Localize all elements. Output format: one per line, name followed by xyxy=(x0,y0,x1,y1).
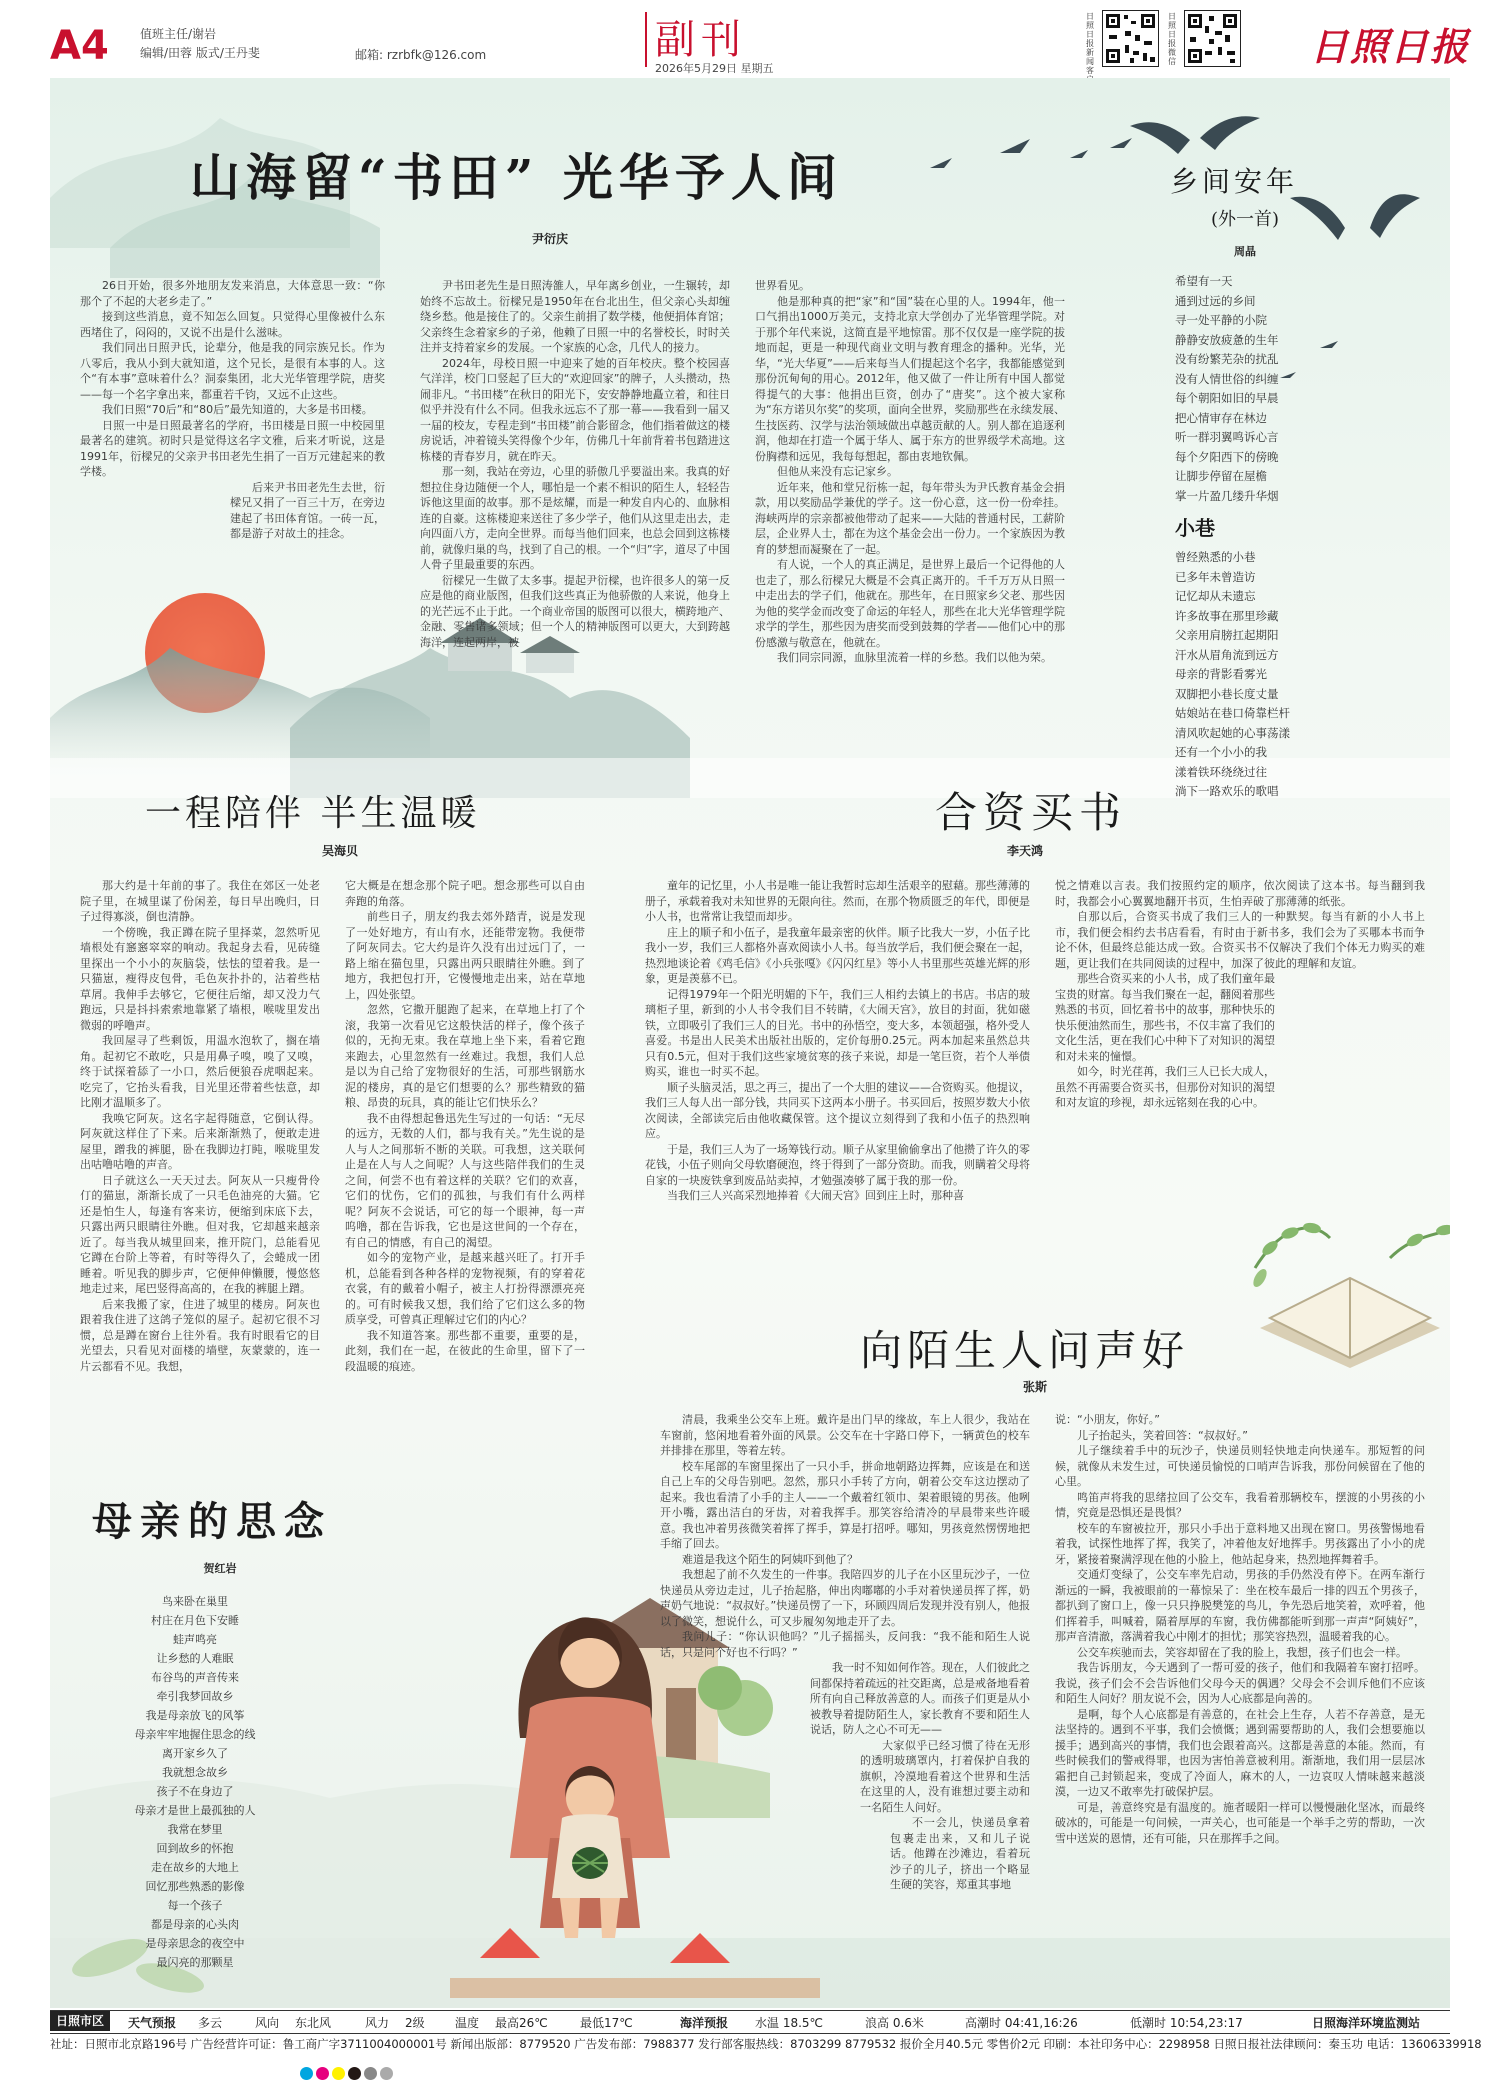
paragraph: 尹书田老先生是日照涛雒人，早年离乡创业，一生辗转，却始终不忘故土。衍樑兄是1950年在台北出生，但父亲心头却缠绕乡愁。他是接住了的。父亲生前捐了数学楼，他便捐体育馆；父亲终生念着家乡的子弟，他赖了日照一中的名誉校长，时时关注并支持着家乡的发展。一个家族的心念，几代人的接力。 xyxy=(420,279,730,354)
paragraph: 儿子继续着手中的玩沙子，快递员则轻快地走向快递车。那短暂的问候，就像从未发生过，可快递员愉悦的口哨声告诉我，那份问候留在了他的心里。 xyxy=(1055,1444,1425,1488)
low-tide: 低潮时 10:54,23:17 xyxy=(1130,2016,1243,2030)
paragraph: 2024年，母校日照一中迎来了她的百年校庆。整个校园喜气洋洋，校门口竖起了巨大的“欢迎回家”的牌子，人头攒动，热闹非凡。“书田楼”在秋日的阳光下，安安静静地矗立着，和往日似乎并没有什么不同。但我永远忘不了那一幕——我看到一届又一届的校友，专程走到“书田楼”前合影留念，他们指着做这的楼房说话，冲着镜头笑得像个少年，仿佛几十年前背着书包踏进这栋楼的青春岁月，就在昨天。 xyxy=(420,356,730,463)
paragraph: 我们同宗同源，血脉里流着一样的乡愁。我们以他为荣。 xyxy=(777,651,1052,664)
qr-code-icon[interactable] xyxy=(1184,10,1241,67)
article3-column-2 xyxy=(1055,878,1425,1111)
temperature-high: 最高26℃ xyxy=(495,2016,548,2030)
poem-line: 掌一片盈几缕升华烟 xyxy=(1175,488,1279,503)
poem1-subtitle: (外一首) xyxy=(1210,209,1280,230)
article4-column-1 xyxy=(660,1412,1030,1893)
temperature-label: 温度 xyxy=(455,2016,480,2030)
poem-line: 每个朝阳如旧的早晨 xyxy=(1175,391,1279,405)
poem-line: 漾着铁环绕绕过往 xyxy=(1175,764,1267,779)
paragraph: 日照一中是日照最著名的学府，书田楼是日照一中校园里最著名的建筑。初时只是觉得这名字文雅，后来才听说，这是1991年，衍樑兄的父亲尹书田老先生捐了一百万元建起来的教学楼。 xyxy=(80,418,385,478)
poem-line: 许多故事在那里珍藏 xyxy=(1175,608,1279,623)
poem-line: 已多年未曾造访 xyxy=(1175,569,1256,584)
paragraph: 校车的车窗被拉开，那只小手出于意料地又出现在窗口。男孩警惕地看着我，试探性地挥了挥，我笑了，冲着他友好地挥手。男孩露出了小小的虎牙，紧接着聚满浮现在他的小脸上，他站起身来，热烈地挥舞着手。 xyxy=(1055,1521,1425,1566)
paragraph: 后来尹书田老先生去世，衍樑兄又捐了一百三十万，在旁边建起了书田体育馆。一砖一瓦，都是游子对故土的挂念。 xyxy=(230,480,385,540)
paragraph: 自那以后，合资买书成了我们三人的一种默契。每当有新的小人书上市，我们便会相约去书店看看，有时由于新书多，我们会为了买哪本书而争论不休，但最终总能达成一致。合资买书不仅解决了我们个体无力购买的难题，更让我们在共同阅读的过程中，加深了彼此的理解和友谊。 xyxy=(1055,910,1425,970)
poem-line: 回到故乡的怀抱 xyxy=(156,1842,234,1855)
paragraph: 如今的宠物产业，是越来越兴旺了。打开手机，总能看到各种各样的宠物视频，有的穿着花衣裳，有的戴着小帽子，被主人打扮得漂漂亮亮的。可有时候我又想，我们给了它们这么多的物质享受，可曾真正理解过它们的内心？ xyxy=(345,1251,585,1326)
paragraph: 我们日照“70后”和“80后”最先知道的，大多是书田楼。 xyxy=(102,403,373,416)
poem-line: 姑娘站在巷口倚靠栏杆 xyxy=(1175,706,1290,720)
poem-line: 静静安放疲惫的生年 xyxy=(1175,332,1279,347)
wind-force-value: 2级 xyxy=(405,2016,425,2030)
poem-line: 母亲的背影看雾光 xyxy=(1175,667,1267,681)
paragraph: 不一会儿，快递员拿着包裹走出来，又和儿子说话。他蹲在沙滩边，看着玩沙子的儿子，挤出一个略显生硬的笑容，郑重其事地 xyxy=(890,1816,1030,1891)
registration-dot xyxy=(364,2067,377,2080)
article1-column-1 xyxy=(80,278,385,542)
paragraph: 那大约是十年前的事了。我住在郊区一处老院子里，在城里谋了份闲差，每日早出晚归，日子过得寡淡，倒也清静。 xyxy=(80,879,320,923)
paragraph: 接到这些消息，竟不知怎么回复。只觉得心里像被什么东西堵住了，闷闷的，又说不出是什么滋味。 xyxy=(80,310,385,339)
print-color-bar xyxy=(300,2065,396,2081)
poem-line: 是母亲思念的夜空中 xyxy=(145,1937,245,1950)
paragraph: 顺子头脑灵活，思之再三，提出了一个大胆的建议——合资购买。他提议，我们三人每人出一部分钱，共同买下这两本小册子。书买回后，按照岁数大小依次阅读，全部读完后由他收藏保管。这个提议立刻得到了我和小伍子的热烈响应。 xyxy=(645,1080,1030,1140)
paragraph: 那一刻，我站在旁边，心里的骄傲几乎要溢出来。我真的好想拉住身边随便一个人，哪怕是一个素不相识的陌生人，轻轻告诉他这里面的故事。那不是炫耀，而是一种发自内心的、血脉相连的自豪。这栋楼迎来送往了多少学子，他们从这里走出去，走向四面八方，走向全世界。而每当他们回来，也总会回到这栋楼前，就像归巢的鸟，找到了自己的根。一个“归”字，道尽了中国人骨子里最重要的东西。 xyxy=(420,465,730,571)
qr1-label: 日照日报新闻客 xyxy=(1086,12,1094,75)
email-address[interactable]: rzrbfk@126.com xyxy=(386,48,487,62)
paragraph: 我唤它阿灰。这名字起得随意，它倒认得。阿灰就这样住了下来。后来渐渐熟了，便敢走进屋里，蹭我的裤腿，卧在我脚边打盹，喉咙里发出咕噜咕噜的声音。 xyxy=(80,1111,320,1171)
poem2-title: 母亲的思念 xyxy=(92,1498,332,1545)
poem-line: 孩子不在身边了 xyxy=(156,1785,234,1798)
paragraph: 说：“小朋友，你好。” xyxy=(1055,1413,1160,1426)
poem2-author: 贺红岩 xyxy=(203,1562,237,1575)
poem-line: 都是母亲的心头肉 xyxy=(151,1918,239,1931)
paragraph: 大家似乎已经习惯了待在无形的透明玻璃罩内，打着保护自我的旗帜，冷漠地看着这个世界和生活在这里的人，没有谁想过要主动和一名陌生人问好。 xyxy=(860,1738,1030,1814)
poem-line: 回忆那些熟悉的影像 xyxy=(145,1880,245,1893)
article2-column-1 xyxy=(80,878,320,1374)
article1-title: 山海留“书田” 光华予人间 xyxy=(190,148,843,207)
poem-line: 走在故乡的大地上 xyxy=(151,1861,239,1874)
temperature-low: 最低17℃ xyxy=(580,2016,633,2030)
poem-line: 希望有一天 xyxy=(1175,274,1233,288)
paragraph: 它大概是在想念那个院子吧。想念那些可以自由奔跑的角落。 xyxy=(345,879,585,908)
poem-stanza xyxy=(80,1592,310,1668)
article1-column-3 xyxy=(755,278,1065,666)
poem-line: 每一个孩子 xyxy=(167,1899,223,1912)
paragraph: 我告诉朋友，今天遇到了一帮可爱的孩子，他们和我隔着车窗打招呼。我说，孩子们会不会告诉他们父母今天的偶遇？父母会不会训斥他们不应该和陌生人问好？朋友说不会，因为人心底都是向善的。 xyxy=(1055,1661,1425,1705)
paragraph: 我回屋寻了些剩饭，用温水泡软了，搁在墙角。起初它不敢吃，只是用鼻子嗅，嗅了又嗅，终于试探着舔了一小口，然后便狼吞虎咽起来。吃完了，它抬头看我，目光里还带着些怯意，却比刚才温顺多了。 xyxy=(80,1034,320,1109)
paragraph: 一个傍晚，我正蹲在院子里择菜，忽然听见墙根处有窸窸窣窣的响动。我起身去看，见砖缝里探出一个小小的灰脑袋，怯怯的望着我。是一只猫崽，瘦得皮包骨，毛色灰扑扑的，沾着些枯草屑。我伸手去够它，它便往后缩，却又没力气跑远，只是抖抖索索地靠紧了墙根，喉咙里发出微弱的呼噜声。 xyxy=(80,925,320,1032)
poem-line: 把心情审存在林边 xyxy=(1175,410,1267,425)
registration-dot xyxy=(300,2067,313,2080)
poem-line: 母亲才是世上最孤独的人 xyxy=(134,1804,256,1817)
paragraph: 我想起了前不久发生的一件事。我陪四岁的儿子在小区里玩沙子，一位快递员从旁边走过，儿子抬起胳，伸出肉嘟嘟的小手对着快递员挥了挥，奶声奶气地说：“叔叔好。”快递员愣了一下，环顾四周后发现并没有别人，他报以了微笑，想说什么，可又步履匆匆地走开了去。 xyxy=(660,1568,1030,1628)
paragraph: 如今，时光荏苒，我们三人已长大成人，虽然不再需要合资买书，但那份对知识的渴望和对友谊的珍视，却永远铭刻在我的心中。 xyxy=(1055,1065,1275,1109)
paragraph: 26日开始，很多外地朋友发来消息，大体意思一致：“你那个了不起的大老乡走了。” xyxy=(80,279,385,308)
registration-dot xyxy=(332,2067,345,2080)
poem-line: 布谷鸟的声音传来 xyxy=(151,1671,239,1684)
poem-line: 记忆却从未遗忘 xyxy=(1175,589,1256,603)
poem-line: 双脚把小巷长度丈量 xyxy=(1175,686,1279,701)
paragraph: 于是，我们三人为了一场筹钱行动。顺子从家里偷偷拿出了他攒了许久的零花钱，小伍子则向父母软磨硬泡，终于得到了一部分资助。而我，则瞒着父母将自家的一块废铁拿到废品站卖掉，才勉强凑够了属于我的那一份。 xyxy=(645,1142,1030,1187)
poem-stanza xyxy=(80,1744,310,1820)
weather-label: 天气预报 xyxy=(128,2016,177,2030)
paragraph: 衍樑兄一生做了太多事。提起尹衍樑，也许很多人的第一反应是他的商业版图，但我们这些真正为他骄傲的人来说，他身上的光芒远不止于此。一个商业帝国的版图可以很大，横跨地产、金融、零售诸多领域；但一个人的精神版图可以更大，大到跨越海洋，连起两岸，被 xyxy=(420,573,730,649)
article4-author: 张斯 xyxy=(1022,1380,1047,1394)
article2-column-2 xyxy=(345,878,585,1374)
weather-value: 多云 xyxy=(198,2016,223,2030)
poem-line: 母亲牢牢地握住思念的线 xyxy=(134,1728,256,1741)
issue-date: 2026年5月29日 星期五 xyxy=(655,62,774,75)
sea-forecast-label: 海洋预报 xyxy=(680,2016,729,2030)
paragraph: 庄上的顺子和小伍子，是我童年最亲密的伙伴。顺子比我大一岁，小伍子比我小一岁，我们三人都格外喜欢阅读小人书。每当放学后，我们便会聚在一起，热烈地谈论着《鸡毛信》《小兵张嘎》《闪闪红星》等小人书里那些英雄光辉的形象，更是羡慕不已。 xyxy=(645,925,1030,985)
paragraph: 公交车疾驰而去，笑容却留在了我的脸上，我想，孩子们也会一样。 xyxy=(1077,1645,1407,1659)
poem-line: 没有纷繁芜杂的扰乱 xyxy=(1175,352,1279,366)
section-title: 副刊 xyxy=(655,17,747,63)
poem-line: 寻一处平静的小院 xyxy=(1175,313,1267,327)
poem-line: 通到过远的乡间 xyxy=(1175,293,1256,308)
poem-line: 牵引我梦回故乡 xyxy=(156,1690,234,1703)
poem-line: 还有一个小小的我 xyxy=(1175,745,1267,759)
paragraph: 交通灯变绿了，公交车率先启动，男孩的手仍然没有停下。在两车渐行渐远的一瞬，我被眼前的一幕惊呆了：坐在校车最后一排的四五个男孩子，都扒到了窗口上，像一只只挣脱樊笼的鸟儿，争先恐后地笑着，欢呼着，他们挥着手，叫喊着，隔着厚厚的车窗，我仿佛都能听到那一声声“阿姨好”，那声音清澈，落满着我心中刚才的担忧；那笑容热烈，温暖着我的心。 xyxy=(1055,1568,1425,1643)
poem1-second-title: 小巷 xyxy=(1175,516,1215,540)
masthead xyxy=(0,0,1500,80)
paragraph: 忽然，它撒开腿跑了起来，在草地上打了个滚，我第一次看见它这般快活的样子，像个孩子似的，无拘无束。我在草地上坐下来，看着它跑来跑去，心里忽然有一丝难过。我想，我们人总是以为自己给了宠物很好的生活，可那些钢筋水泥的楼房，真的是它们想要的么？那些精致的猫粮、昂贵的玩具，真的能让它们快乐么？ xyxy=(345,1003,585,1109)
paragraph: 后来我搬了家，住进了城里的楼房。阿灰也跟着我住进了这鸽子笼似的屋子。起初它很不习惯，总是蹲在窗台上往外看。我有时眼看它的目光望去，只看见对面楼的墙壁，灰蒙蒙的，连一片云都看不见。我想， xyxy=(80,1297,320,1373)
poem-line: 曾经熟悉的小巷 xyxy=(1175,550,1256,564)
paragraph: 前些日子，朋友约我去郊外踏青，说是发现了一处好地方，有山有水，还能带宠物。我便带了阿灰同去。它大约是许久没有出过远门了，一路上缩在猫包里，只露出两只眼睛往外瞧。到了地方，我把包打开，它慢慢地走出来，站在草地上，四处张望。 xyxy=(345,910,585,1001)
article4-title: 向陌生人问声好 xyxy=(860,1326,1190,1375)
article3-author: 李天鸿 xyxy=(1006,844,1043,858)
paragraph: 难道是我这个陌生的阿姨吓到他了？ xyxy=(682,1552,858,1566)
registration-dot xyxy=(316,2067,329,2080)
poem-stanza xyxy=(80,1668,310,1744)
paragraph: 我一时不知如何作答。现在，人们彼此之间都保持着疏远的社交距离，总是戒备地看着所有向自己释放善意的人。而孩子们更是从小被教导着提防陌生人，家长教育不要和陌生人说话，防人之心不可无—— xyxy=(810,1661,1030,1736)
wind-direction-label: 风向 xyxy=(255,2016,280,2030)
poem-stanza xyxy=(80,1896,310,1972)
paragraph: 有人说，一个人的真正满足，是世界上最后一个记得他的人也走了，那么衍樑兄大概是不会真正离开的。千千万万从日照一中走出去的学子们，他就在。那些年，在日照家乡父老、那些因为他的奖学金而改变了命运的年轻人，那些在北大光华管理学院求学的学生，那些因为唐奖而受到鼓舞的学者——他们心中的那份感激与敬意在，他就在。 xyxy=(755,558,1065,649)
imprint: 社址：日照市北京路196号 广告经营许可证：鲁工商广字3711004000001号 新闻出版部：8779520 广告发布部：7988377 发行部客服热线：8703299 8779532 报价全月40.5元 零售价2元 印刷：本社印务中心：2298958 日照日报社法律顾问：秦玉功 电话：13606339918 xyxy=(50,2037,1482,2051)
paragraph: 记得1979年一个阳光明媚的下午，我们三人相约去镇上的书店。书店的玻璃柜子里，新到的小人书令我们目不转睛，《大闹天宫》，放目的封面，犹如磁铁，立即吸引了我们三人的目光。书中的孙悟空，变大多，本领超强，格外受人喜爱。书是出人民美术出版社出版的，定价每册0.25元。两本加起来虽然总共只有0.5元，但对于我们这些家境贫寒的孩子来说，却是一笔巨资，若个人举债购买，谁也一时买不起。 xyxy=(645,987,1030,1078)
poem-line: 让乡愁的人难眠 xyxy=(156,1652,234,1665)
article3-column-1 xyxy=(645,878,1030,1204)
poem2-body xyxy=(80,1592,310,1972)
poem1-title: 乡间安年 xyxy=(1170,165,1299,198)
registration-dot xyxy=(348,2067,361,2080)
paragraph: 校车尾部的车窗里探出了一只小手，拼命地朝路边挥舞，应该是在和送自己上车的父母告别吧。忽然，那只小手转了方向，朝着公交车这边摆动了起来。我也看清了小手的主人——一个戴着红领巾、架着眼镜的男孩。他咧开小嘴，露出洁白的牙齿，对着我挥手。那笑容给清冷的早晨带来些许暖意。我也冲着男孩微笑着挥了挥手，算是打招呼。哪知，男孩竟然愣愣地把手缩了回去。 xyxy=(660,1459,1030,1550)
weather-city-tag: 日照市区 xyxy=(50,2011,110,2031)
paragraph: 日子就这么一天天过去。阿灰从一只瘦骨伶仃的猫崽，渐渐长成了一只毛色油亮的大猫。它还是怕生人，每逢有客来访，便缩到床底下去，只露出两只眼睛往外瞧。但对我，它却越来越亲近了。每当我从城里回来，推开院门，总能看见它蹲在台阶上等着，有时等得久了，会蜷成一团睡着。听见我的脚步声，它便伸伸懒腰，慢悠悠地走过来，尾巴竖得高高的，在我的裤腿上蹭。 xyxy=(80,1173,320,1295)
paragraph: 悦之情难以言表。我们按照约定的顺序，依次阅读了这本书。每当翻到我时，我都会小心翼翼地翻开书页，生怕弄破了那薄薄的纸张。 xyxy=(1055,879,1425,908)
qr-code-icon[interactable] xyxy=(1102,10,1159,67)
poem-line: 汗水从眉角流到远方 xyxy=(1175,647,1279,662)
wave-height: 浪高 0.6米 xyxy=(865,2016,924,2030)
poem-line: 鸟来卧在巢里 xyxy=(162,1595,228,1608)
poem1-body xyxy=(1175,272,1395,506)
paragraph: 但他从来没有忘记家乡。 xyxy=(777,465,898,478)
paragraph: 我们同出日照尹氏，论辈分，他是我的同宗族兄长。作为八零后，我从小到大就知道，这个兄长，是很有本事的人。这个“有本事”意味着什么？洞泰集团，北大光华管理学院，唐奖——每一个名字拿出来，都重若千钧，又远不止这些。 xyxy=(80,341,385,401)
paragraph: 鸣笛声将我的思绪拉回了公交车，我看着那辆校车，摆渡的小男孩的小情，究竟是恐惧还是畏惧？ xyxy=(1055,1490,1425,1519)
paper-logo[interactable]: 日照日报 xyxy=(1310,24,1471,69)
poem-line: 蛙声鸣亮 xyxy=(173,1633,217,1646)
poem1-author: 周晶 xyxy=(1234,245,1256,258)
editor-credits xyxy=(140,25,260,63)
poem-line: 听一群羽翼鸣诉心言 xyxy=(1175,430,1279,444)
wind-direction-value: 东北风 xyxy=(295,2016,332,2030)
sea-station: 日照海洋环境监测站 xyxy=(1312,2016,1421,2030)
article2-author: 吴海贝 xyxy=(321,844,358,858)
poem-line: 我就想念故乡 xyxy=(162,1766,228,1779)
weather-bar xyxy=(50,2010,1450,2034)
paragraph: 清晨，我乘坐公交车上班。戴许是出门早的缘故，车上人很少，我站在车窗前，悠闲地看着外面的风景。公交车在十字路口停下，一辆黄色的校车并排排在那里，等着左转。 xyxy=(660,1413,1030,1457)
paragraph: 那些合资买来的小人书，成了我们童年最宝贵的财富。每当我们聚在一起，翻阅着那些熟悉的书页，回忆着书中的故事，那种快乐的快乐便油然而生，那些书，不仅丰富了我们的文化生活，更在我们心中种下了对知识的渴望和对未来的憧憬。 xyxy=(1055,972,1275,1063)
article2-title: 一程陪伴 半生温暖 xyxy=(145,793,481,834)
article4-column-2 xyxy=(1055,1412,1425,1846)
poem-line: 每个夕阳西下的傍晚 xyxy=(1175,449,1279,464)
poem-line: 我是母亲放飞的风筝 xyxy=(145,1709,245,1722)
paragraph: 童年的记忆里，小人书是唯一能让我暂时忘却生活艰辛的慰藉。那些薄薄的册子，承载着我对未知世界的无限向往。然而，在那个物质匮乏的年代，即便是小人书，也常常让我望而却步。 xyxy=(645,879,1030,923)
high-tide: 高潮时 04:41,16:26 xyxy=(965,2016,1078,2030)
paragraph: 我问儿子：“你认识他吗？”儿子摇摇头，反问我：“我不能和陌生人说话，只是问个好也不行吗？” xyxy=(660,1630,1030,1659)
poem-line: 村庄在月色下安睡 xyxy=(151,1614,239,1627)
email-line xyxy=(355,46,486,63)
qr2-label: 日照日报微信 xyxy=(1168,12,1176,66)
poem-line: 离开家乡久了 xyxy=(162,1747,228,1760)
editor-line-1: 值班主任/谢岩 xyxy=(140,27,217,41)
poem-line: 清风吹起她的心事荡漾 xyxy=(1175,725,1290,740)
poem-line: 让脚步停留在屋檐 xyxy=(1175,469,1267,483)
registration-dot xyxy=(380,2067,393,2080)
article1-author: 尹衍庆 xyxy=(531,232,568,246)
paragraph: 当我们三人兴高采烈地捧着《大闹天宫》回到庄上时，那种喜 xyxy=(667,1189,964,1202)
poem-line: 没有人情世俗的纠缠 xyxy=(1175,371,1279,386)
paragraph: 我不由得想起鲁迅先生写过的一句话：“无尽的远方，无数的人们，都与我有关。”先生说的是人与人之间那斩不断的关联。可我想，这关联何止是在人与人之间呢？人与这些陪伴我们的生灵之间，何尝不也有着这样的关联？它们的欢喜，它们的忧伤，它们的孤独，与我们有什么两样呢？阿灰不会说话，可它的每一个眼神，每一声呜噜，都在告诉我，它也是这世间的一个存在，有自己的情感，有自己的渴望。 xyxy=(345,1111,585,1249)
paragraph: 是啊，每个人心底都是有善意的，在社会上生存，人若不存善意，是无法坚持的。遇到不平事，我们会愤慨；遇到需要帮助的人，我们会想要施以援手；遇到高兴的事情，我们也会跟着高兴。这都是善意的本能。然而，有些时候我们的警戒得罪，也因为害怕善意被利用。渐渐地，我们用一层层冰霜把自己封锁起来，变成了冷面人，麻木的人，一边哀叹人情味越来越淡漠，一边又不敢率先打破保护层。 xyxy=(1055,1707,1425,1798)
wind-force-label: 风力 xyxy=(365,2016,390,2030)
paragraph: 我不知道答案。那些都不重要，重要的是，此刻，我们在一起，在彼此的生命里，留下了一段温暖的痕迹。 xyxy=(345,1328,585,1373)
article1-column-2 xyxy=(420,278,730,650)
header-divider xyxy=(645,12,647,67)
editor-line-2: 编辑/田蓉 版式/王丹斐 xyxy=(140,46,260,60)
poem-line: 淌下一路欢乐的歌唱 xyxy=(1175,784,1279,798)
email-label: 邮箱: xyxy=(355,48,384,62)
paragraph: 近年来，他和堂兄衍栋一起，每年带头为尹氏教育基金会捐款，用以奖励品学兼优的学子。这一份心意，这一份一份牵挂。海峡两岸的宗亲都被他带动了起来——大陆的普通村民，工薪阶层，企业界人士，都在为这个基金会出一份力。一个家族因为教育的梦想而凝聚在了一起。 xyxy=(755,480,1065,556)
page-number: A4 xyxy=(50,23,109,69)
poem-line: 最闪亮的那颗星 xyxy=(156,1956,234,1969)
poem-stanza xyxy=(80,1820,310,1896)
water-temperature: 水温 18.5℃ xyxy=(755,2016,824,2030)
paragraph: 世界看见。 xyxy=(755,279,810,292)
article3-title: 合资买书 xyxy=(935,788,1128,837)
poem-line: 父亲用肩膀扛起期阳 xyxy=(1175,628,1279,642)
paragraph: 儿子抬起头，笑着回答：“叔叔好。” xyxy=(1077,1428,1248,1442)
paragraph: 他是那种真的把“家”和“国”装在心里的人。1994年，他一口气捐出1000万美元，支持北京大学创办了光华管理学院。对于那个年代来说，这简直是平地惊雷。那不仅仅是一座学院的拔地而起，更是一种现代商业文明与教育理念的播种。光华，光华，“光大华夏”——后来每当人们提起这个名字，我都能感觉到那份沉甸甸的用心。2012年，他又做了一件让所有中国人都觉得提气的大事：他捐出巨资，创办了“唐奖”。这个被大家称为“东方诺贝尔奖”的奖项，面向全世界，奖励那些在永续发展、生技医药、汉学与法治领域做出卓越贡献的人。别人都在追逐利润，他却在打造一个属于华人、属于东方的世界级学术高地。这份胸襟和远见，我每每想起，都由衷地钦佩。 xyxy=(755,294,1065,463)
poem1-second-body xyxy=(1175,548,1395,802)
poem-line: 我常在梦里 xyxy=(167,1823,223,1836)
paragraph: 可是，善意终究是有温度的。施者暖阳一样可以慢慢融化坚冰，而最终破冰的，可能是一句问候，一声关心，也可能是一个举手之劳的帮助，一次雪中送炭的恩情，还有可能，只在那挥手之间。 xyxy=(1055,1800,1425,1845)
